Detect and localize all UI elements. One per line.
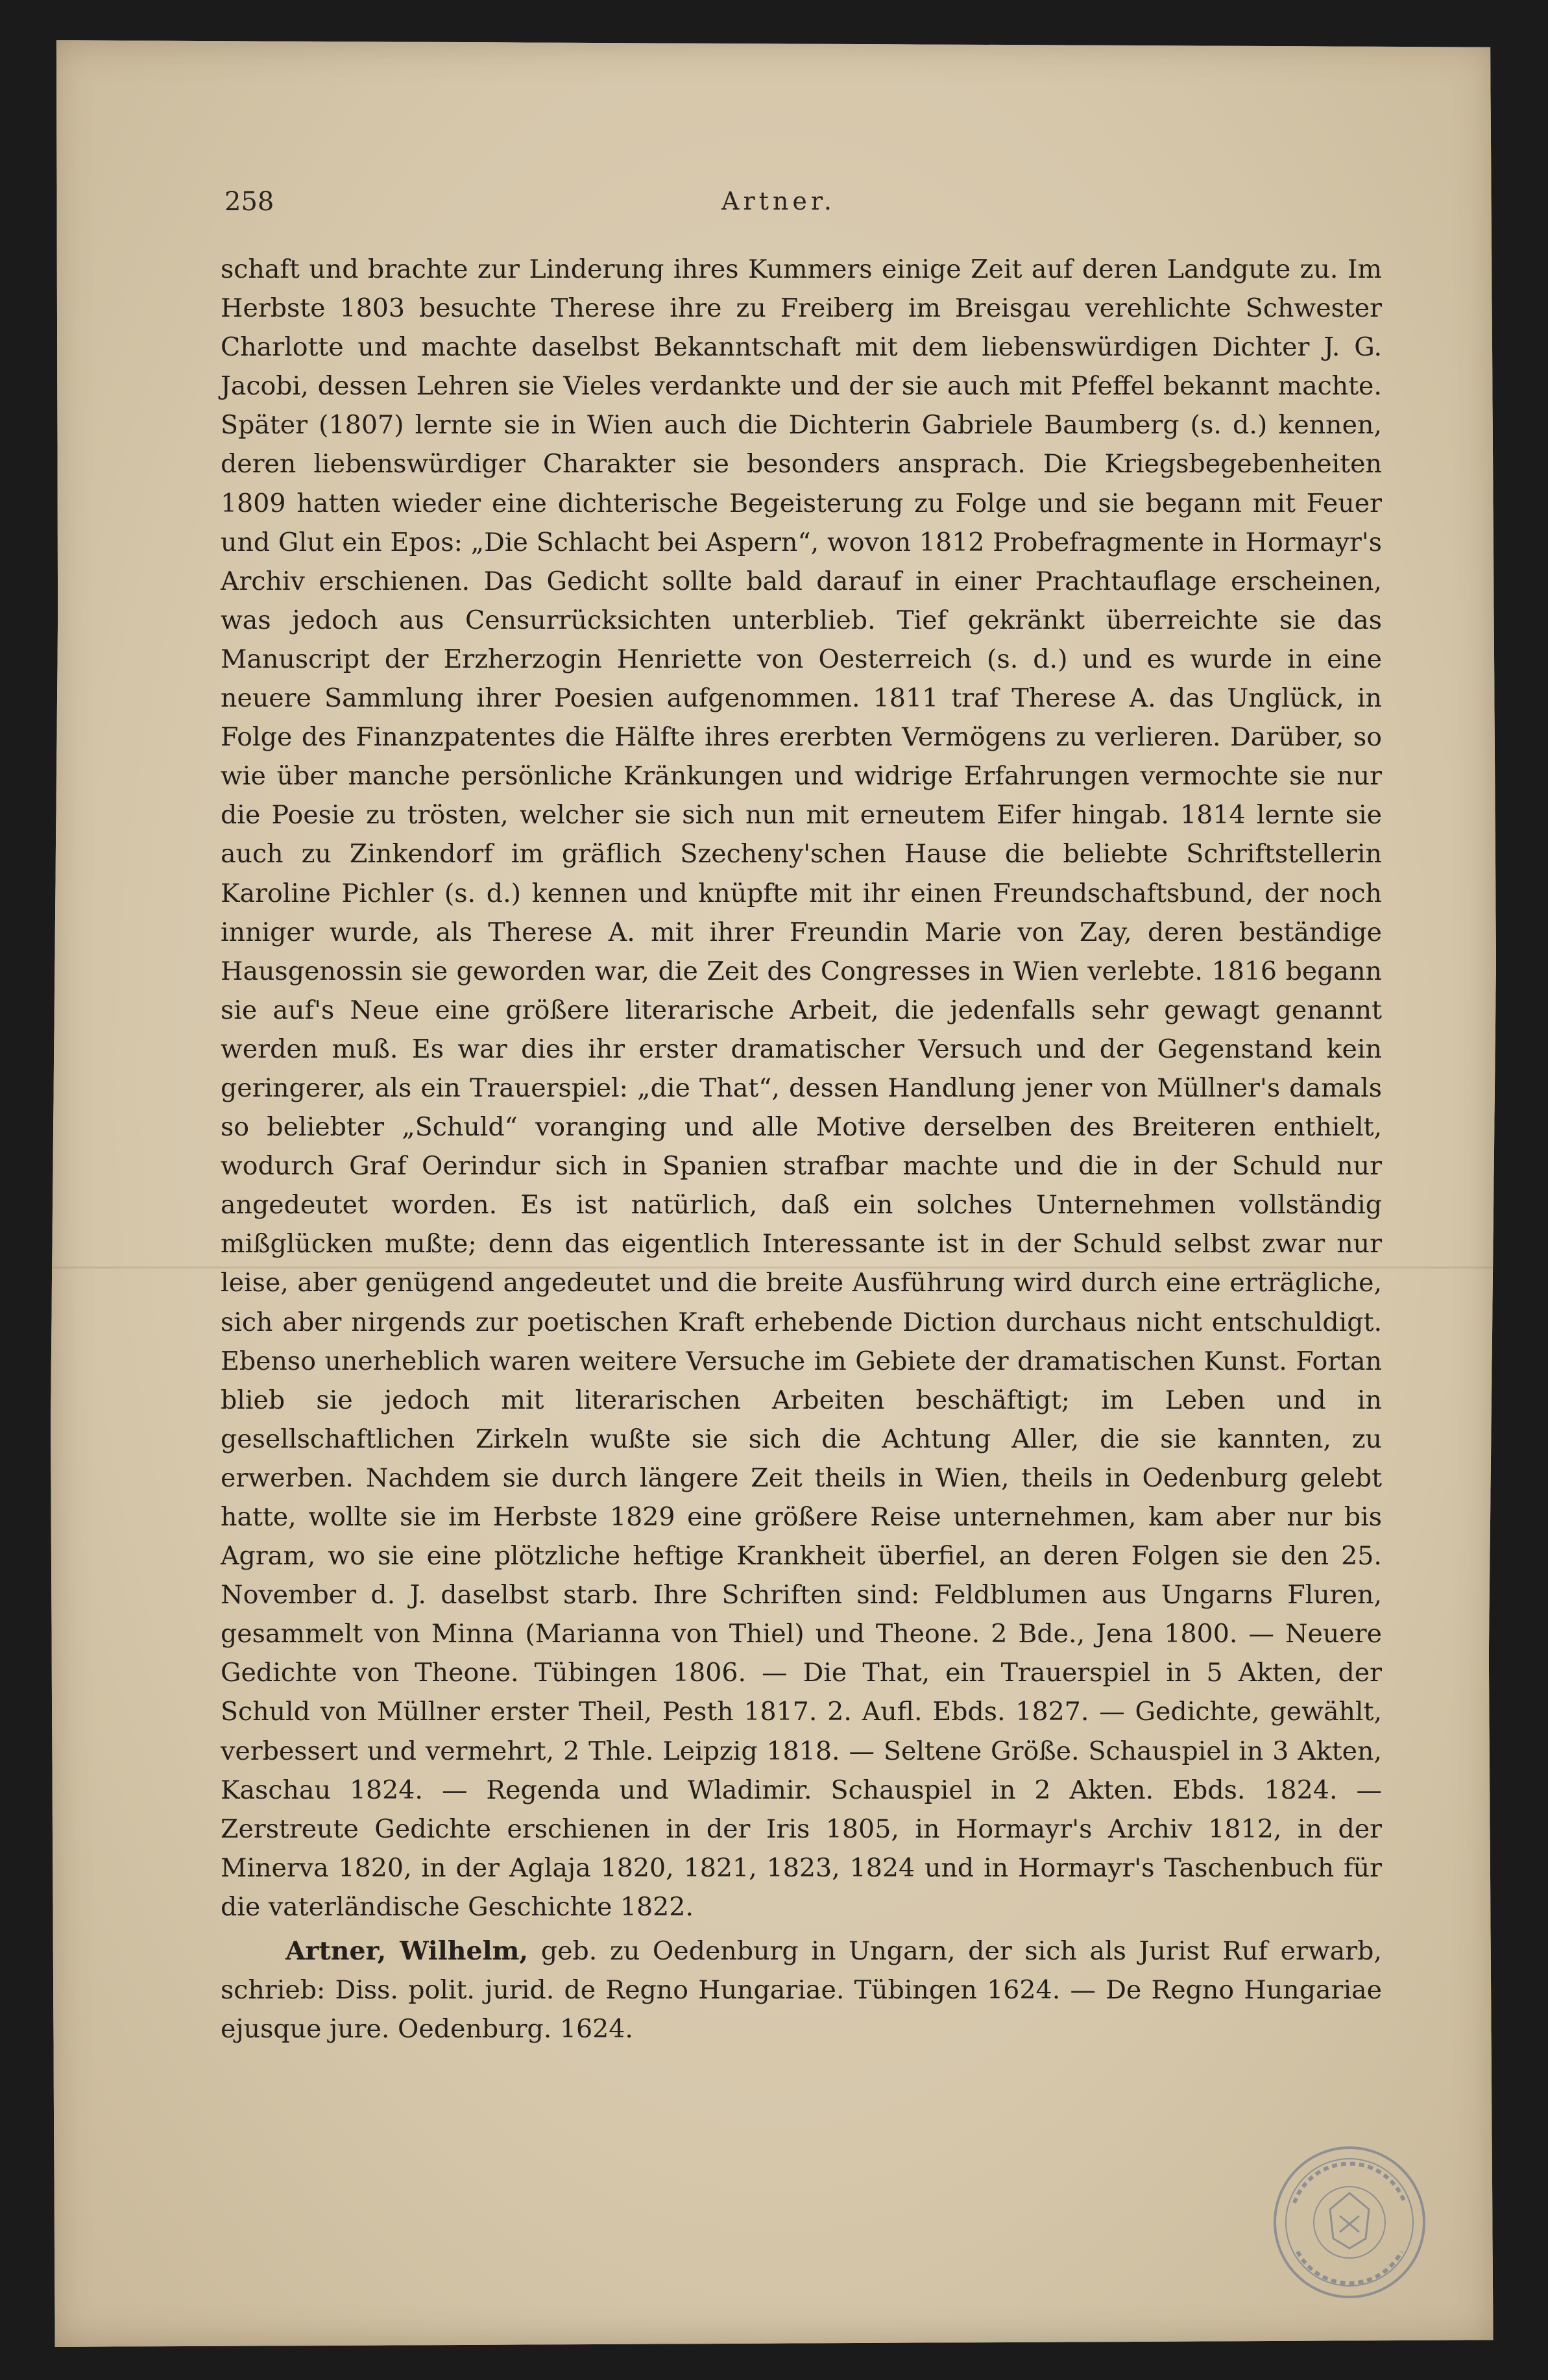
running-head: Artner. (721, 187, 836, 215)
entry-name: Artner, Wilhelm, (285, 1936, 529, 1967)
page-number: 258 (224, 187, 274, 217)
entry-paragraph (221, 1932, 1382, 2048)
page-body (221, 250, 1382, 2048)
page-header (175, 187, 1382, 219)
entry-text: geb. zu Oedenburg in Ungarn, der sich als Jurist Ruf erwarb, schrieb: Diss. polit. jurid. de Regno Hungariae. Tübingen 1624. — De Regno Hungariae ejusque jure. Oedenburg. 1624. (221, 1936, 1382, 2045)
library-stamp-icon (1268, 2141, 1431, 2303)
main-paragraph: schaft und brachte zur Linderung ihres Kummers einige Zeit auf deren Landgute zu. Im Herbste 1803 besuchte Therese ihre zu Freiberg im Breisgau verehlichte Schwester Charlotte und machte daselbst Bekanntschaft mit dem liebenswürdigen Dichter J. G. Jacobi, dessen Lehren sie Vieles verdankte und der sie auch mit Pfeffel bekannt machte. Später (1807) lernte sie in Wien auch die Dichterin Gabriele Baumberg (s. d.) kennen, deren liebenswürdiger Charakter sie besonders ansprach. Die Kriegsbegebenheiten 1809 hatten wieder eine dichterische Begeisterung zu Folge und sie begann mit Feuer und Glut ein Epos: „Die Schlacht bei Aspern“, wovon 1812 Probefragmente in Hormayr's Archiv erschienen. Das Gedicht sollte bald darauf in einer Prachtauflage erscheinen, was jedoch aus Censurrücksichten unterblieb. Tief gekränkt überreichte sie das Manuscript der Erzherzogin Henriette von Oesterreich (s. d.) und es wurde in eine neuere Sammlung ihrer Poesien aufgenommen. 1811 traf Therese A. das Unglück, in Folge des Finanzpatentes die Hälfte ihres ererbten Vermögens zu verlieren. Darüber, so wie über manche persönliche Kränkungen und widrige Erfahrungen vermochte sie nur die Poesie zu trösten, welcher sie sich nun mit erneutem Eifer hingab. 1814 lernte sie auch zu Zinkendorf im gräflich Szecheny'schen Hause die beliebte Schriftstellerin Karoline Pichler (s. d.) kennen und knüpfte mit ihr einen Freundschaftsbund, der noch inniger wurde, als Therese A. mit ihrer Freundin Marie von Zay, deren beständige Hausgenossin sie geworden war, die Zeit des Congresses in Wien verlebte. 1816 begann sie auf's Neue eine größere literarische Arbeit, die jedenfalls sehr gewagt genannt werden muß. Es war dies ihr erster dramatischer Versuch und der Gegenstand kein geringerer, als ein Trauerspiel: „die That“, dessen Handlung jener von Müllner's damals so beliebter „Schuld“ voranging und alle Motive derselben des Breiteren enthielt, wodurch Graf Oerindur sich in Spanien strafbar machte und die in der Schuld nur angedeutet worden. Es ist natürlich, daß ein solches Unternehmen vollständig mißglücken mußte; denn das eigentlich Interessante ist in der Schuld selbst zwar nur leise, aber genügend angedeutet und die breite Ausführung wird durch eine erträgliche, sich aber nirgends zur poetischen Kraft erhebende Diction durchaus nicht entschuldigt. Ebenso unerheblich waren weitere Versuche im Gebiete der dramatischen Kunst. Fortan blieb sie jedoch mit literarischen Arbeiten beschäftigt; im Leben und in gesellschaftlichen Zirkeln wußte sie sich die Achtung Aller, die sie kannten, zu erwerben. Nachdem sie durch längere Zeit theils in Wien, theils in Oedenburg gelebt hatte, wollte sie im Herbste 1829 eine größere Reise unternehmen, kam aber nur bis Agram, wo sie eine plötzliche heftige Krankheit überfiel, an deren Folgen sie den 25. November d. J. daselbst starb. Ihre Schriften sind: Feldblumen aus Ungarns Fluren, gesammelt von Minna (Marianna von Thiel) und Theone. 2 Bde., Jena 1800. — Neuere Gedichte von Theone. Tübingen 1806. — Die That, ein Trauerspiel in 5 Akten, der Schuld von Müllner erster Theil, Pesth 1817. 2. Aufl. Ebds. 1827. — Gedichte, gewählt, verbessert und vermehrt, 2 Thle. Leipzig 1818. — Seltene Größe. Schauspiel in 3 Akten, Kaschau 1824. — Regenda und Wladimir. Schauspiel in 2 Akten. Ebds. 1824. — Zerstreute Gedichte erschienen in der Iris 1805, in Hormayr's Archiv 1812, in der Minerva 1820, in der Aglaja 1820, 1821, 1823, 1824 und in Hormayr's Taschenbuch für die vaterländische Geschichte 1822. (221, 254, 1382, 1922)
